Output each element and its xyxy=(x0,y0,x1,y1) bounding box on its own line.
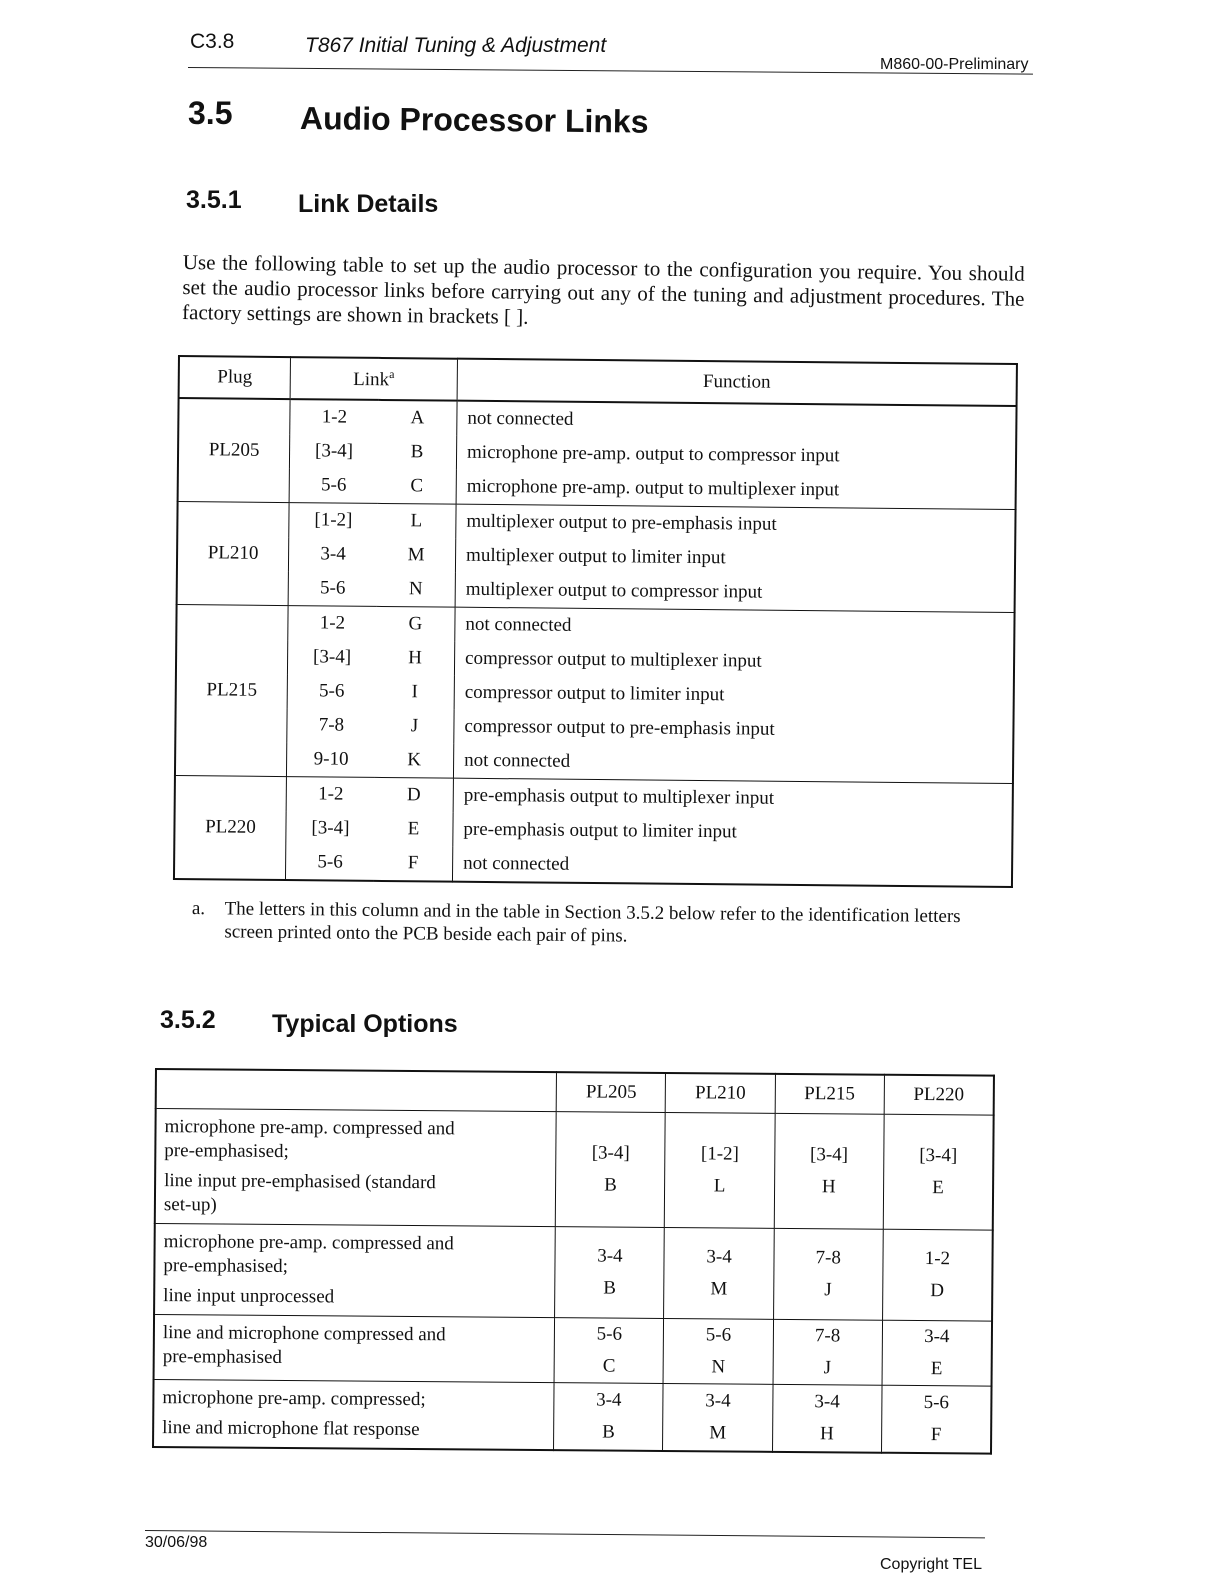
pins-cell: [3-4] xyxy=(314,440,354,462)
intro-paragraph: Use the following table to set up the audio processor to the configuration you require. You should set the audio processor links before carrying out any of the tuning and adjustment procedures. The factory settings are shown in brackets [ ]. xyxy=(181,250,1025,329)
pins-cell: [3-4] xyxy=(311,817,350,839)
subsection-title: Link Details xyxy=(298,190,439,218)
pins-cell: 5-6 xyxy=(288,571,377,606)
letter-cell: C xyxy=(378,469,457,504)
option-letter: J xyxy=(823,1357,832,1379)
option-letter: C xyxy=(602,1355,616,1377)
options-row xyxy=(154,1224,993,1322)
pins-cell: 5-6 xyxy=(319,680,345,702)
letter-cell: F xyxy=(374,846,453,882)
option-value-cell xyxy=(881,1385,991,1453)
function-cell: multiplexer output to compressor input xyxy=(455,573,1015,613)
pins-cell: 5-6 xyxy=(289,468,378,503)
footer-date: 30/06/98 xyxy=(145,1534,208,1551)
option-description-line: line and microphone flat response xyxy=(162,1417,420,1441)
option-pins: 3-4 xyxy=(596,1389,622,1411)
option-value-cell xyxy=(664,1319,774,1385)
option-description-line: microphone pre-amp. compressed and pre-emphasised; xyxy=(164,1116,455,1163)
option-letter: B xyxy=(603,1277,617,1299)
options-col-header: PL210 xyxy=(666,1073,775,1113)
pins-cell: 1-2 xyxy=(318,783,344,805)
options-col-header: PL215 xyxy=(775,1074,884,1114)
option-description xyxy=(153,1379,554,1450)
option-value-cell xyxy=(774,1113,884,1229)
options-col-header: PL220 xyxy=(884,1075,994,1115)
option-pins: 3-4 xyxy=(597,1245,623,1267)
section-number: 3.5 xyxy=(188,95,233,131)
plug-cell: PL205 xyxy=(178,398,290,503)
option-letter: E xyxy=(930,1358,943,1380)
option-value-cell xyxy=(554,1318,664,1384)
pins-cell: 3-4 xyxy=(320,543,346,565)
function-cell: compressor output to multiplexer input xyxy=(465,647,762,672)
option-letter: N xyxy=(711,1356,726,1378)
option-value-cell xyxy=(882,1229,992,1321)
option-value-cell xyxy=(773,1319,883,1385)
header-doc-id: M860-00-Preliminary xyxy=(880,56,1029,73)
option-letter: B xyxy=(602,1421,615,1443)
option-pins: [1-2] xyxy=(700,1143,739,1165)
options-header-blank xyxy=(156,1069,557,1112)
footer-rule xyxy=(145,1530,985,1538)
option-description xyxy=(154,1315,555,1383)
function-cell: not connected xyxy=(452,847,1012,887)
letter-cell: J xyxy=(375,709,454,744)
option-letter: H xyxy=(821,1176,836,1198)
option-pins: 3-4 xyxy=(705,1390,731,1412)
option-description xyxy=(155,1109,557,1227)
option-pins: 5-6 xyxy=(923,1392,950,1414)
option-letter: L xyxy=(713,1175,726,1197)
option-value-cell xyxy=(883,1114,994,1230)
option-pins: 7-8 xyxy=(815,1247,841,1269)
option-value-cell xyxy=(554,1383,664,1451)
plug-cell: PL220 xyxy=(174,775,286,880)
option-pins: 1-2 xyxy=(924,1248,951,1270)
option-description-line: microphone pre-amp. compressed and pre-emphasised; xyxy=(163,1231,454,1278)
letter-cell: B xyxy=(378,435,457,470)
function-cell: not connected xyxy=(465,613,572,636)
option-letter: F xyxy=(930,1424,942,1446)
option-pins: 7-8 xyxy=(814,1325,841,1347)
option-letter: H xyxy=(819,1423,834,1445)
header-section-number: C3.8 xyxy=(190,30,235,53)
option-description-line: microphone pre-amp. compressed; xyxy=(162,1387,426,1411)
footnote-text: The letters in this column and in the table in Section 3.5.2 below refer to the identification letters screen printed onto the PCB beside each pair of pins. xyxy=(224,898,961,947)
option-pins: [3-4] xyxy=(919,1145,958,1167)
subsection-number: 3.5.1 xyxy=(186,186,242,214)
function-cell: microphone pre-amp. output to compressor input xyxy=(466,441,840,467)
option-value-cell xyxy=(555,1227,665,1319)
options-row xyxy=(155,1109,994,1231)
option-value-cell xyxy=(882,1320,992,1386)
option-pins: 3-4 xyxy=(706,1246,732,1268)
function-cell: compressor output to pre-emphasis input xyxy=(464,715,775,740)
option-value-cell xyxy=(773,1228,883,1320)
options-section-number: 3.5.2 xyxy=(160,1006,216,1034)
option-pins: [3-4] xyxy=(809,1144,849,1166)
letter-cell: E xyxy=(374,812,453,847)
col-function-header: Function xyxy=(457,359,1017,406)
pins-cell: [1-2] xyxy=(314,509,353,531)
option-value-cell xyxy=(772,1384,882,1452)
function-cell: not connected xyxy=(453,744,1013,784)
option-letter: D xyxy=(930,1280,945,1302)
option-value-cell xyxy=(664,1228,774,1320)
option-value-cell xyxy=(556,1112,666,1228)
letter-cell: L xyxy=(377,503,456,538)
plug-cell: PL215 xyxy=(175,604,288,776)
letter-cell: N xyxy=(377,572,456,607)
option-description-line: line input unprocessed xyxy=(163,1285,335,1308)
option-letter: M xyxy=(709,1422,727,1444)
col-link-header: Link$^a$ xyxy=(290,357,457,401)
option-description xyxy=(154,1224,556,1318)
option-letter: E xyxy=(932,1177,944,1199)
pins-cell: 9-10 xyxy=(286,742,375,777)
footer-copyright: Copyright TEL xyxy=(880,1556,982,1573)
header-title: T867 Initial Tuning & Adjustment xyxy=(305,34,607,57)
function-cell: compressor output to limiter input xyxy=(464,681,725,706)
letter-cell: D xyxy=(375,777,454,812)
function-cell: microphone pre-amp. output to multiplexer input xyxy=(456,470,1016,510)
letter-cell: G xyxy=(376,606,455,641)
function-cell: pre-emphasis output to limiter input xyxy=(463,818,737,843)
option-pins: 3-4 xyxy=(814,1391,840,1413)
letter-cell: I xyxy=(376,675,455,710)
section-title: Audio Processor Links xyxy=(299,100,649,140)
function-cell: multiplexer output to pre-emphasis input xyxy=(466,510,777,535)
function-cell: multiplexer output to limiter input xyxy=(465,544,726,569)
letter-cell: K xyxy=(375,743,454,778)
option-letter: J xyxy=(824,1279,832,1301)
function-cell: pre-emphasis output to multiplexer input xyxy=(463,784,775,809)
option-letter: B xyxy=(604,1174,617,1196)
letter-cell: A xyxy=(378,400,457,436)
options-row xyxy=(153,1379,992,1453)
footnote-marker: a. xyxy=(191,897,206,920)
pins-cell: [3-4] xyxy=(313,646,352,668)
letter-cell: H xyxy=(376,641,455,676)
link-row xyxy=(174,844,1012,887)
pins-cell: 5-6 xyxy=(285,845,374,881)
table-footnote xyxy=(192,897,1010,952)
options-section-title: Typical Options xyxy=(272,1010,458,1038)
function-cell: not connected xyxy=(467,407,574,430)
typical-options-table xyxy=(152,1068,995,1455)
plug-cell: PL210 xyxy=(177,502,289,606)
option-value-cell xyxy=(665,1113,775,1229)
col-plug-header: Plug xyxy=(179,356,291,399)
options-col-header: PL205 xyxy=(556,1072,665,1112)
option-pins: 5-6 xyxy=(596,1323,623,1345)
option-value-cell xyxy=(663,1384,773,1452)
option-pins: 5-6 xyxy=(705,1324,732,1346)
option-pins: [3-4] xyxy=(591,1142,630,1164)
letter-cell: M xyxy=(377,538,456,573)
pins-cell: 1-2 xyxy=(319,612,346,634)
option-letter: M xyxy=(710,1278,728,1300)
pins-cell: 7-8 xyxy=(318,714,345,736)
option-description-line: line input pre-emphasised (standard set-up) xyxy=(163,1170,436,1216)
link-details-table xyxy=(173,355,1018,888)
option-pins: 3-4 xyxy=(924,1326,950,1348)
options-row xyxy=(154,1315,992,1387)
pins-cell: 1-2 xyxy=(321,406,348,428)
option-description-line: line and microphone compressed and pre-emphasised xyxy=(162,1322,446,1369)
